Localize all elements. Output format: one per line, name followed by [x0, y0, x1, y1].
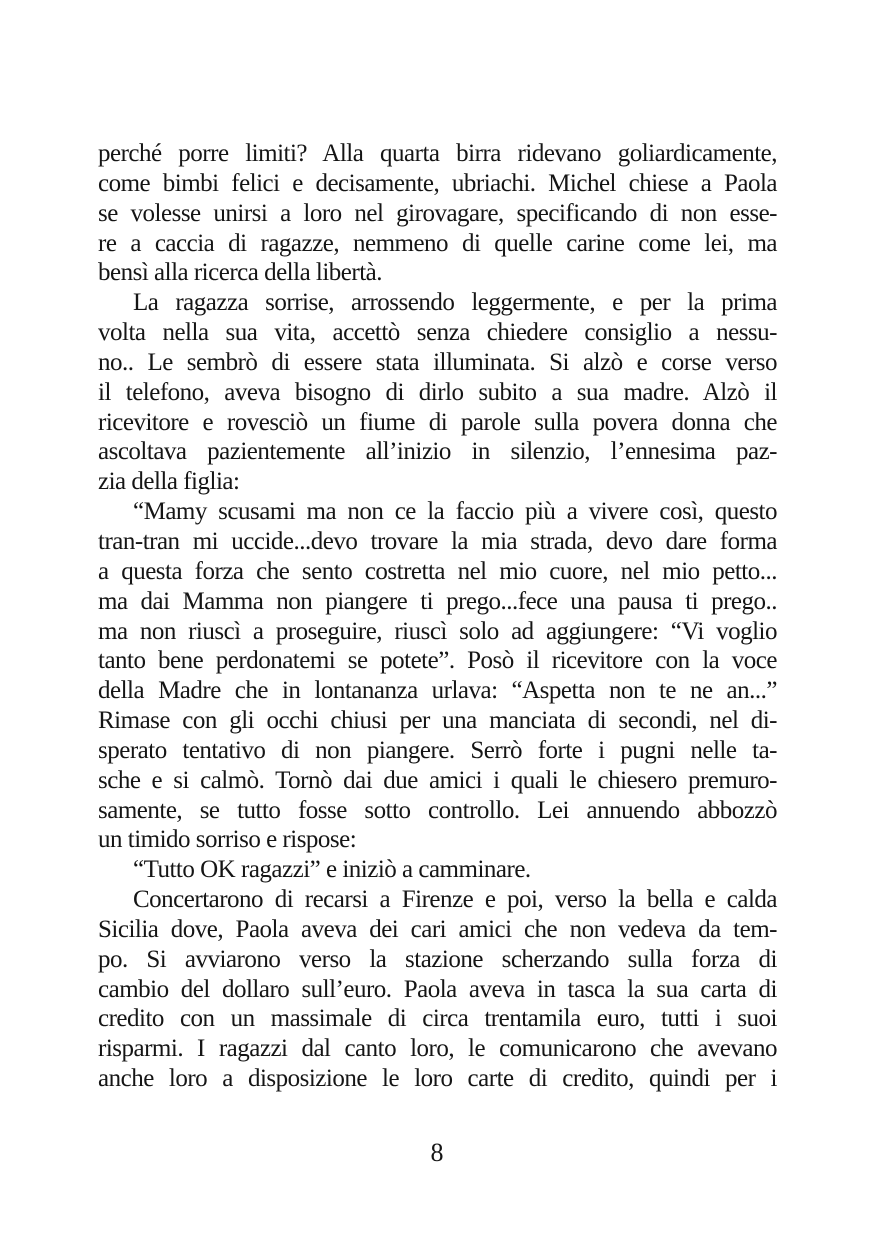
text-line: sperato tentativo di non piangere. Serrò forte i pugni nelle ta- [98, 736, 777, 764]
text-line: samente, se tutto fosse sotto controllo. Lei annuendo abbozzò [98, 796, 777, 824]
text-line: ascoltava pazientemente all’inizio in silenzio, l’ennesima paz- [98, 438, 777, 466]
text-line: zia della figlia: [98, 468, 240, 496]
text-line: re a caccia di ragazze, nemmeno di quelle carine come lei, ma [98, 229, 777, 257]
text-line: volta nella sua vita, accettò senza chiedere consiglio a nessu- [98, 319, 777, 347]
text-line: perché porre limiti? Alla quarta birra ridevano goliardicamente, [98, 140, 777, 167]
text-line: Concertarono di recarsi a Firenze e poi, verso la bella e calda [133, 886, 777, 914]
text-line: no.. Le sembrò di essere stata illuminata. Si alzò e corse verso [98, 348, 777, 376]
text-line: ricevitore e rovesciò un fiume di parole sulla povera donna che [98, 408, 777, 436]
text-line: “Tutto OK ragazzi” e iniziò a camminare. [133, 856, 531, 884]
text-line: se volesse unirsi a loro nel girovagare, specificando di non esse- [98, 199, 777, 227]
text-line: anche loro a disposizione le loro carte di credito, quindi per i [98, 1065, 777, 1093]
text-line: ma dai Mamma non piangere ti prego...fece una pausa ti prego.. [98, 587, 777, 615]
text-line: della Madre che in lontananza urlava: “Aspetta non te ne an...” [98, 677, 777, 705]
text-line: credito con un massimale di circa trentamila euro, tutti i suoi [98, 1005, 777, 1033]
text-line: tanto bene perdonatemi se potete”. Posò il ricevitore con la voce [98, 647, 777, 675]
text-line: ma non riuscì a proseguire, riuscì solo ad aggiungere: “Vi voglio [98, 617, 777, 645]
text-line: a questa forza che sento costretta nel mio cuore, nel mio petto... [98, 557, 777, 585]
text-line: risparmi. I ragazzi dal canto loro, le comunicarono che avevano [98, 1035, 777, 1063]
text-line: sche e si calmò. Tornò dai due amici i quali le chiesero premuro- [98, 766, 777, 794]
text-line: “Mamy scusami ma non ce la faccio più a vivere così, questo [133, 498, 777, 526]
text-line: La ragazza sorrise, arrossendo leggermente, e per la prima [133, 289, 777, 317]
text-line: po. Si avviarono verso la stazione scherzando sulla forza di [98, 945, 777, 973]
text-line: il telefono, aveva bisogno di dirlo subito a sua madre. Alzò il [98, 378, 777, 406]
text-line: un timido sorriso e rispose: [98, 826, 357, 854]
text-line: come bimbi felici e decisamente, ubriachi. Michel chiese a Paola [98, 169, 777, 197]
text-line: bensì alla ricerca della libertà. [98, 259, 383, 287]
page-text [98, 139, 777, 1094]
text-line: cambio del dollaro sull’euro. Paola aveva in tasca la sua carta di [98, 975, 777, 1003]
text-line: tran-tran mi uccide...devo trovare la mia strada, devo dare forma [98, 527, 777, 555]
page-number: 8 [430, 1138, 444, 1167]
text-line: Sicilia dove, Paola aveva dei cari amici che non vedeva da tem- [98, 915, 777, 943]
text-line: Rimase con gli occhi chiusi per una manciata di secondi, nel di- [98, 707, 777, 735]
